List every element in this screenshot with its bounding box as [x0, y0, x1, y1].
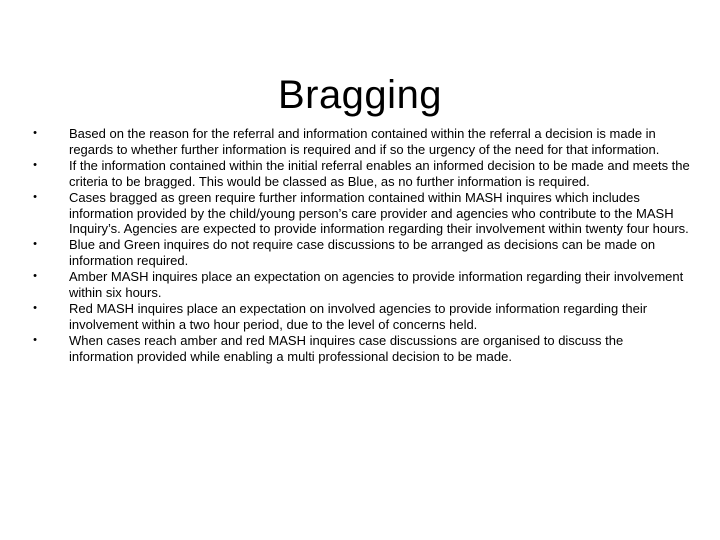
bullet-text: Red MASH inquires place an expectation on involved agencies to provide information regarding their involvement within a two hour period, due to the level of concerns held.: [69, 301, 648, 332]
bullet-text: When cases reach amber and red MASH inquires case discussions are organised to discuss the information provided while enabling a multi professional decision to be made.: [69, 333, 624, 364]
bullet-item: [30, 301, 690, 332]
bullet-item: [30, 126, 690, 157]
bullet-icon: •: [33, 334, 37, 347]
bullet-icon: •: [33, 302, 37, 315]
bullet-icon: •: [33, 270, 37, 283]
bullet-text: Blue and Green inquires do not require case discussions to be arranged as decisions can be made on information required.: [69, 237, 656, 269]
bullet-item: [30, 190, 690, 237]
bullet-list: [30, 126, 690, 365]
bullet-icon: •: [33, 158, 37, 171]
bullet-text: Based on the reason for the referral and information contained within the referral a decision is made in regards to whether further information is required and if so the urgency of the need for that information.: [69, 126, 660, 157]
bullet-item: [30, 333, 690, 364]
bullet-icon: •: [33, 127, 37, 139]
bullet-icon: •: [33, 190, 37, 203]
bullet-text: Cases bragged as green require further information contained within MASH inquires which includes information provided by the child/young person’s care provider and agencies who contribute to the MASH Inquiry’s. Agencies are expected to provide information regarding their involvement within twenty four hours.: [69, 189, 689, 237]
bullet-item: [30, 158, 690, 189]
bullet-text: Amber MASH inquires place an expectation on agencies to provide information regarding their involvement within six hours.: [69, 269, 684, 301]
bullet-item: [30, 237, 690, 268]
bullet-text: If the information contained within the initial referral enables an informed decision to be made and meets the criteria to be bragged. This would be classed as Blue, as no further information is required.: [69, 157, 690, 189]
bullet-icon: •: [33, 238, 37, 251]
bullet-item: [30, 269, 690, 300]
slide-title: Bragging: [277, 72, 443, 117]
